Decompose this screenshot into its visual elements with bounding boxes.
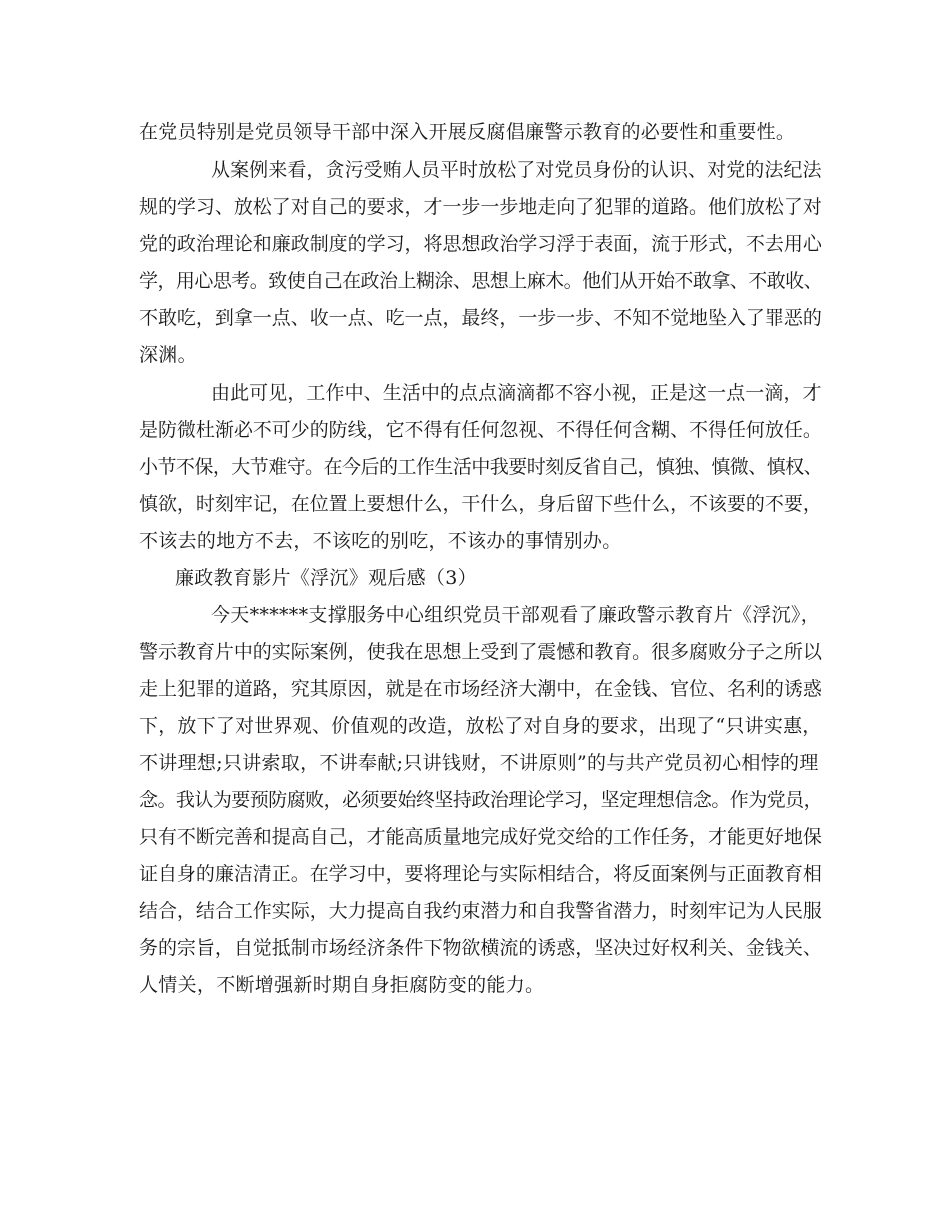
text-line: 规的学习、放松了对自己的要求，才一步一步地走向了犯罪的道路。他们放松了对 <box>139 196 822 218</box>
text-line: 下，放下了对世界观、价值观的改造，放松了对自身的要求，出现了“只讲实惠， <box>139 715 822 737</box>
text-line: 证自身的廉洁清正。在学习中，要将理论与实际相结合，将反面案例与正面教育相 <box>139 863 822 885</box>
text-line: 不讲理想;只讲索取，不讲奉献;只讲钱财，不讲原则”的与共产党员初心相悖的理 <box>139 752 819 774</box>
text-line: 在党员特别是党员领导干部中深入开展反腐倡廉警示教育的必要性和重要性。 <box>139 121 796 143</box>
text-line: 走上犯罪的道路，究其原因，就是在市场经济大潮中，在金钱、官位、名利的诱惑 <box>139 678 822 700</box>
text-line: 从案例来看，贪污受贿人员平时放松了对党员身份的认识、对党的法纪法 <box>211 159 822 181</box>
text-line: 不敢吃，到拿一点、收一点、吃一点，最终，一步一步、不知不觉地坠入了罪恶的 <box>139 307 822 329</box>
text-line: 学，用心思考。致使自己在政治上糊涂、思想上麻木。他们从开始不敢拿、不敢收、 <box>139 270 823 292</box>
section-heading: 廉政教育影片《浮沉》观后感（3） <box>175 567 477 589</box>
text-line: 由此可见，工作中、生活中的点点滴滴都不容小视，正是这一点一滴，才 <box>211 382 822 404</box>
text-line: 今天******支撑服务中心组织党员干部观看了廉政警示教育片《浮沉》， <box>211 604 821 626</box>
text-line: 不该去的地方不去，不该吃的别吃，不该办的事情别办。 <box>139 530 622 552</box>
text-line: 念。我认为要预防腐败，必须要始终坚持政治理论学习，坚定理想信念。作为党员， <box>139 789 823 811</box>
text-line: 是防微杜渐必不可少的防线，它不得有任何忽视、不得任何含糊、不得任何放任。 <box>139 419 822 441</box>
text-line: 人情关，不断增强新时期自身拒腐防变的能力。 <box>139 974 545 996</box>
text-line: 只有不断完善和提高自己，才能高质量地完成好党交给的工作任务，才能更好地保 <box>139 826 822 848</box>
text-line: 小节不保，大节难守。在今后的工作生活中我要时刻反省自己，慎独、慎微、慎权、 <box>139 456 823 478</box>
text-line: 警示教育片中的实际案例，使我在思想上受到了震憾和教育。很多腐败分子之所以 <box>139 641 822 663</box>
text-line: 深渊。 <box>139 344 197 366</box>
text-line: 慎欲，时刻牢记，在位置上要想什么，干什么，身后留下些什么，不该要的不要， <box>139 493 822 515</box>
text-line: 党的政治理论和廉政制度的学习，将思想政治学习浮于表面，流于形式，不去用心 <box>139 233 822 255</box>
text-line: 结合，结合工作实际，大力提高自我约束潜力和自我警省潜力，时刻牢记为人民服 <box>139 900 822 922</box>
text-line: 务的宗旨，自觉抵制市场经济条件下物欲横流的诱惑，坚决过好权利关、金钱关、 <box>139 937 822 959</box>
